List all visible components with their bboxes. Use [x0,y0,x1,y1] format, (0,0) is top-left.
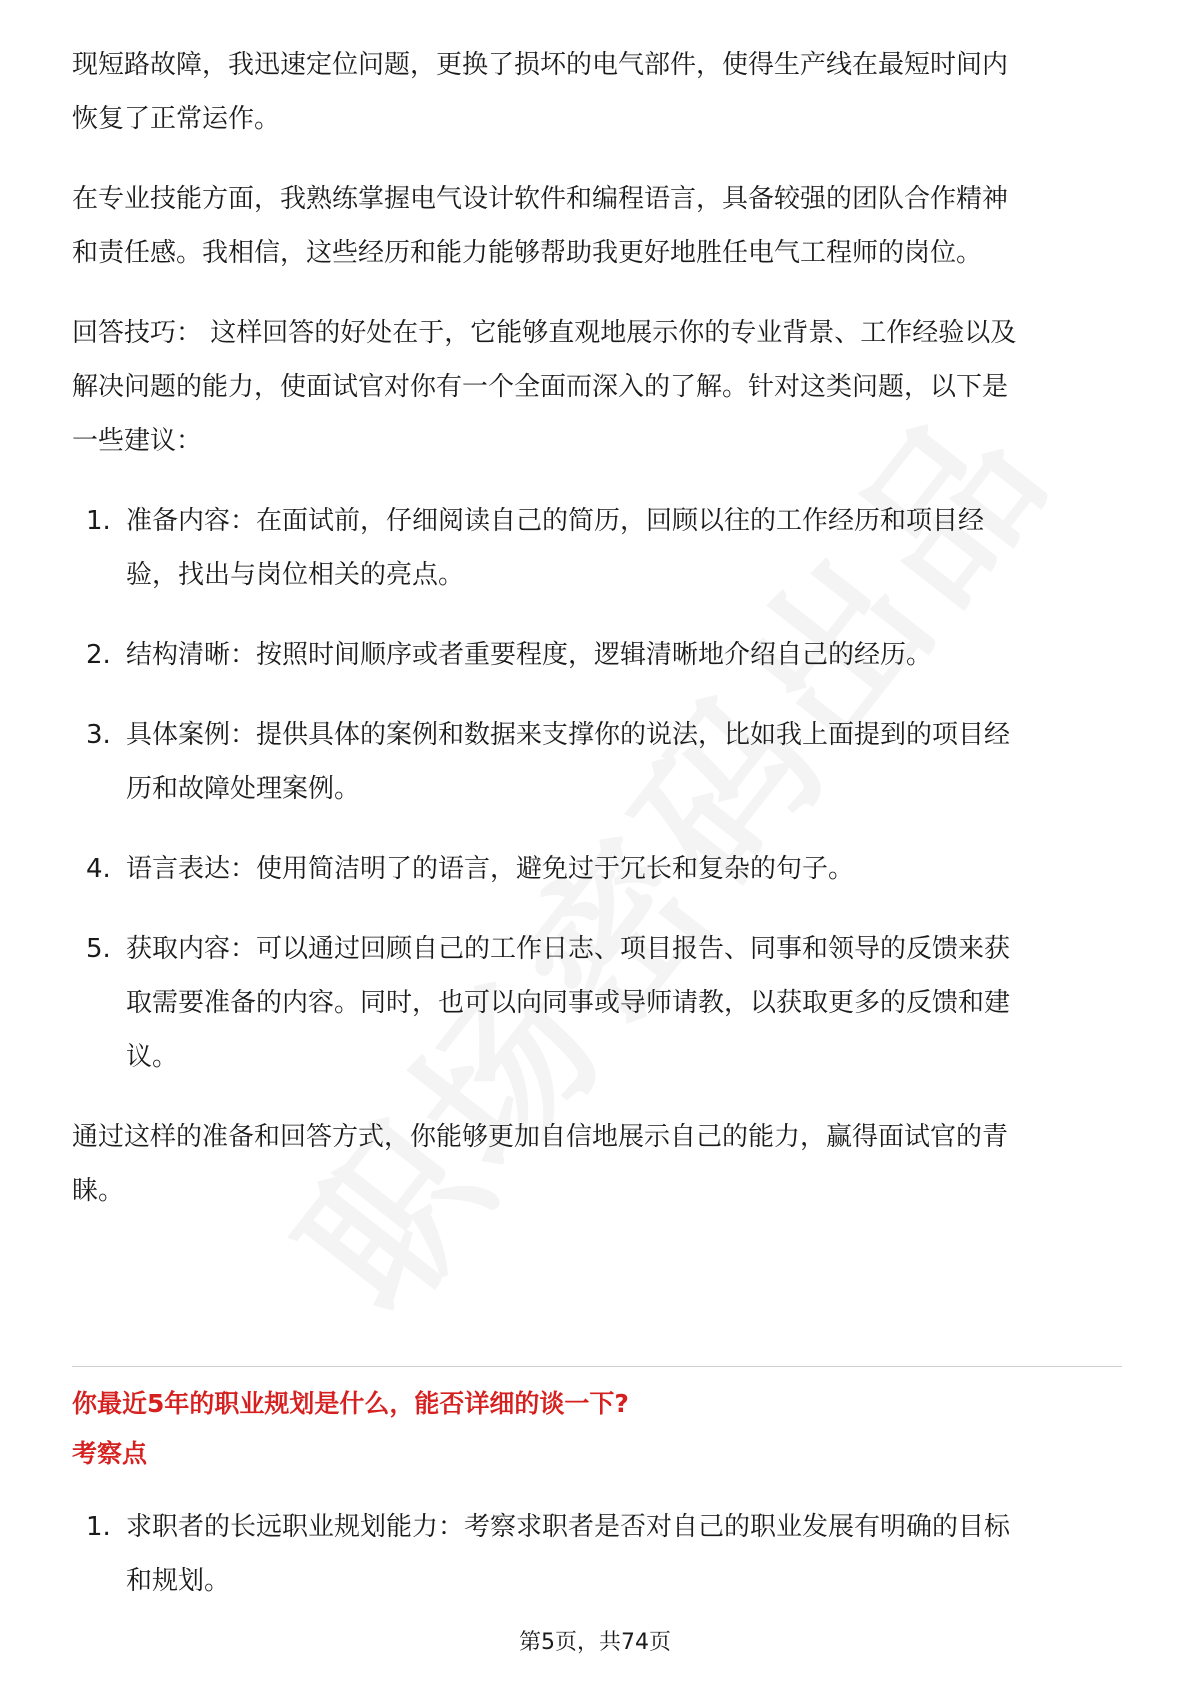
document-page [72,0,1122,1684]
text-line: 取需要准备的内容。同时，也可以向同事或导师请教，以获取更多的反馈和建 [126,988,1011,1018]
text-line: 求职者的长远职业规划能力：考察求职者是否对自己的职业发展有明确的目标 [126,1512,1011,1542]
section-label: 考察点 [72,1439,148,1468]
text-line: 语言表达：使用简洁明了的语言，避免过于冗长和复杂的句子。 [126,854,855,884]
list-number: 2. [86,640,111,670]
text-line: 睐。 [72,1176,125,1206]
text-line: 准备内容：在面试前，仔细阅读自己的简历，回顾以往的工作经历和项目经 [126,506,985,536]
text-line: 具体案例：提供具体的案例和数据来支撑你的说法，比如我上面提到的项目经 [126,720,1011,750]
list-number: 1. [86,1512,111,1542]
question-title: 你最近5年的职业规划是什么，能否详细的谈一下? [72,1389,629,1418]
list-number: 3. [86,720,111,750]
text-line: 历和故障处理案例。 [126,774,361,804]
paragraph-skills [72,172,1122,280]
text-line: 验，找出与岗位相关的亮点。 [126,560,465,590]
paragraph-answer-tips [72,306,1122,468]
list-number: 1. [86,506,111,536]
text-line: 解决问题的能力，使面试官对你有一个全面而深入的了解。针对这类问题，以下是 [72,372,1009,402]
section-divider [72,1366,1122,1367]
text-line: 回答技巧： 这样回答的好处在于，它能够直观地展示你的专业背景、工作经验以及 [72,318,1017,348]
list-number: 5. [86,934,111,964]
text-line: 和责任感。我相信，这些经历和能力能够帮助我更好地胜任电气工程师的岗位。 [72,238,983,268]
paragraph-closing [72,1110,1122,1218]
text-line: 和规划。 [126,1566,231,1596]
paragraph-continuation [72,38,1122,146]
text-line: 结构清晰：按照时间顺序或者重要程度，逻辑清晰地介绍自己的经历。 [126,640,933,670]
text-line: 在专业技能方面，我熟练掌握电气设计软件和编程语言，具备较强的团队合作精神 [72,184,1009,214]
text-line: 议。 [126,1042,179,1072]
text-line: 恢复了正常运作。 [72,104,281,134]
text-line: 一些建议： [72,426,203,456]
text-line: 通过这样的准备和回答方式，你能够更加自信地展示自己的能力，赢得面试官的青 [72,1122,1009,1152]
text-line: 现短路故障，我迅速定位问题，更换了损坏的电气部件，使得生产线在最短时间内 [72,50,1009,80]
text-line: 获取内容：可以通过回顾自己的工作日志、项目报告、同事和领导的反馈来获 [126,934,1011,964]
list-number: 4. [86,854,111,884]
page-number: 第5页，共74页 [519,1630,671,1655]
